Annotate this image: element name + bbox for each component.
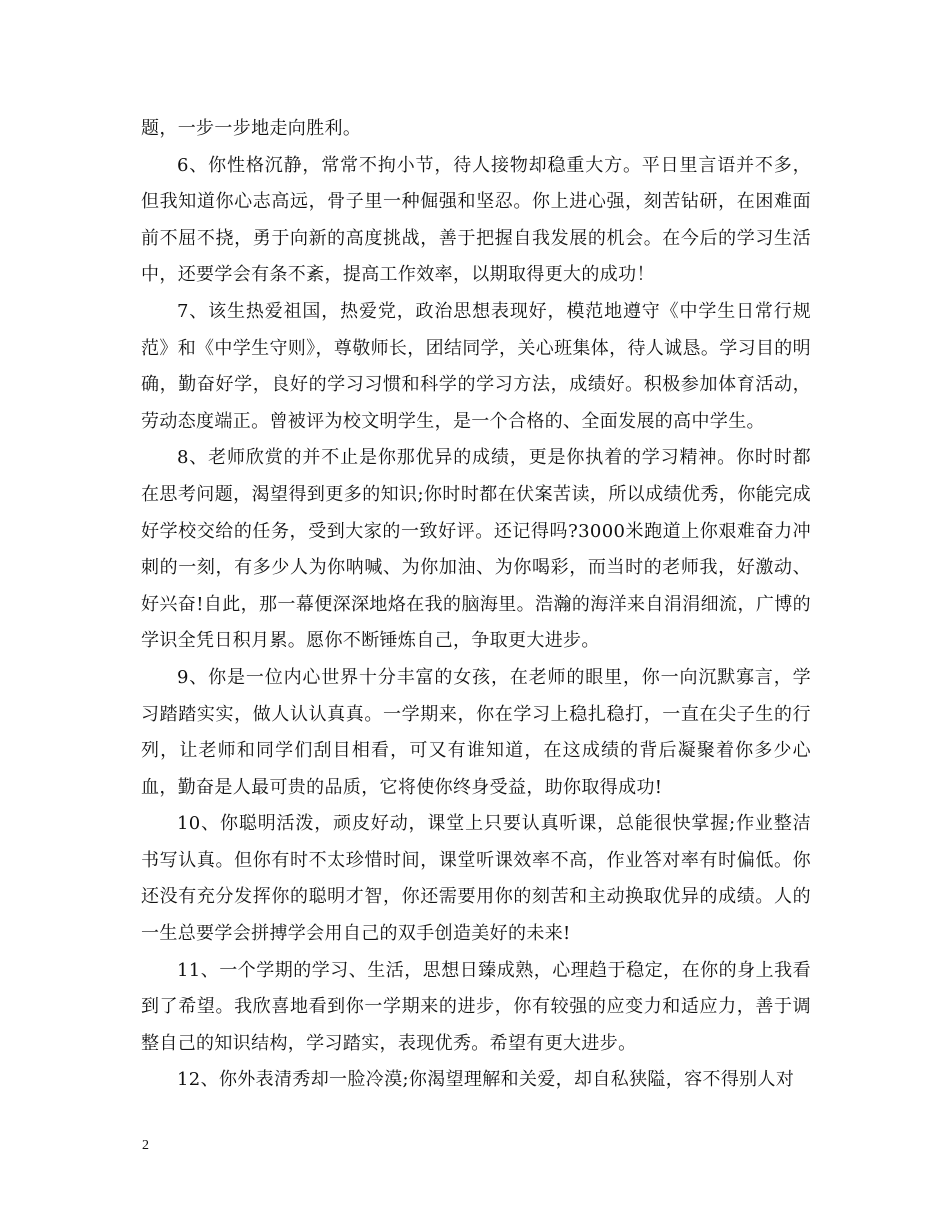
page-number: 2: [142, 1138, 149, 1153]
document-body: [141, 111, 811, 1099]
paragraph-comment-11: 11、一个学期的学习、生活，思想日臻成熟，心理趋于稳定，在你的身上我看到了希望。我欣喜地看到你一学期来的进步，你有较强的应变力和适应力，善于调整自己的知识结构，学习踏实，表现优秀。希望有更大进步。: [141, 959, 811, 1054]
paragraph-comment-12: 12、你外表清秀却一脸冷漠;你渴望理解和关爱，却自私狭隘，容不得别人对: [177, 1069, 795, 1091]
paragraph-comment-6: 6、你性格沉静，常常不拘小节，待人接物却稳重大方。平日里言语并不多，但我知道你心志高远，骨子里一种倔强和坚忍。你上进心强，刻苦钻研，在困难面前不屈不挠，勇于向新的高度挑战，善于把握自我发展的机会。在今后的学习生活中，还要学会有条不紊，提高工作效率，以期取得更大的成功！: [141, 154, 811, 286]
paragraph-comment-8: 8、老师欣赏的并不止是你那优异的成绩，更是你执着的学习精神。你时时都在思考问题，渴望得到更多的知识;你时时都在伏案苦读，所以成绩优秀，你能完成好学校交给的任务，受到大家的一致好评。还记得吗?3000米跑道上你艰难奋力冲刺的一刻，有多少人为你呐喊、为你加油、为你喝彩，而当时的老师我，好激动、好兴奋!自此，那一幕便深深地烙在我的脑海里。浩瀚的海洋来自涓涓细流，广博的学识全凭日积月累。愿你不断锤炼自己，争取更大进步。: [141, 447, 811, 652]
paragraph-comment-10: 10、你聪明活泼，顽皮好动，课堂上只要认真听课，总能很快掌握;作业整洁书写认真。但你有时不太珍惜时间，课堂听课效率不高，作业答对率有时偏低。你还没有充分发挥你的聪明才智，你还需要用你的刻苦和主动换取优异的成绩。人的一生总要学会拼搏学会用自己的双手创造美好的未来!: [141, 813, 811, 945]
paragraph-continuation: 题，一步一步地走向胜利。: [141, 118, 362, 139]
paragraph-comment-7: 7、该生热爱祖国，热爱党，政治思想表现好，模范地遵守《中学生日常行规范》和《中学生守则》，尊敬师长，团结同学，关心班集体，待人诚恳。学习目的明确，勤奋好学，良好的学习习惯和科学的学习方法，成绩好。积极参加体育活动，劳动态度端正。曾被评为校文明学生，是一个合格的、全面发展的高中学生。: [141, 300, 811, 432]
paragraph-comment-9: 9、你是一位内心世界十分丰富的女孩，在老师的眼里，你一向沉默寡言，学习踏踏实实，做人认认真真。一学期来，你在学习上稳扎稳打，一直在尖子生的行列，让老师和同学们刮目相看，可又有谁知道，在这成绩的背后凝聚着你多少心血，勤奋是人最可贵的品质，它将使你终身受益，助你取得成功!: [141, 666, 811, 798]
